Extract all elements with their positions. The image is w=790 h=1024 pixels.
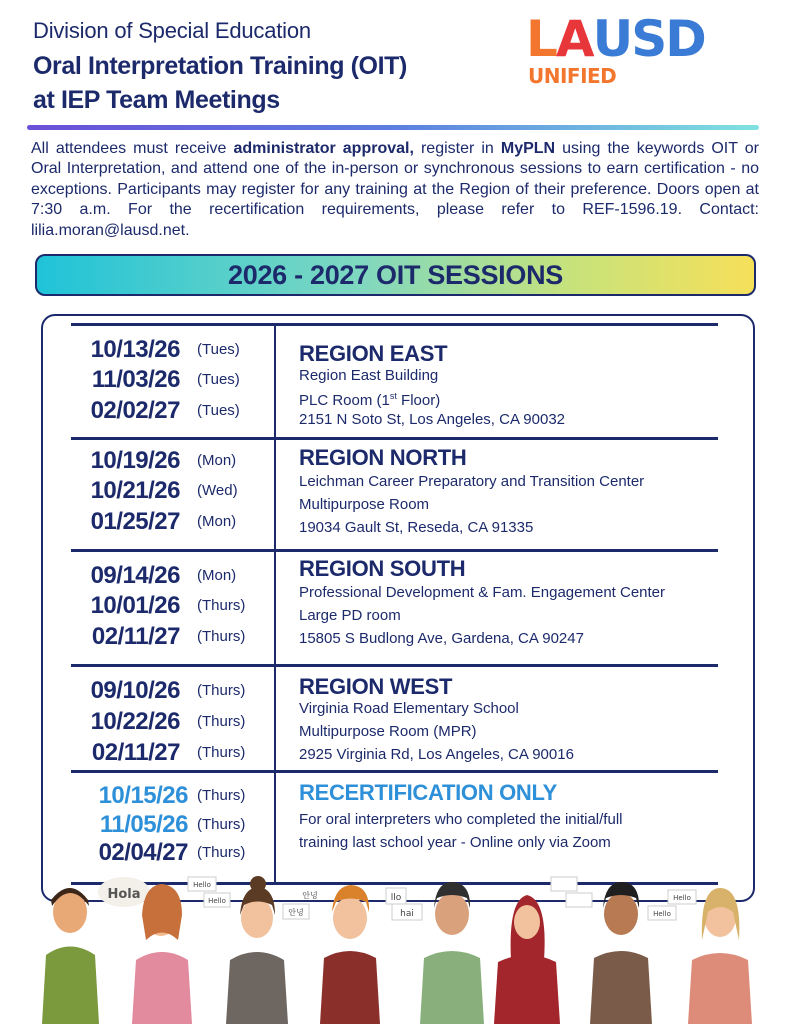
- logo-subtitle: UNIFIED: [528, 64, 617, 88]
- location-building: Virginia Road Elementary School: [299, 700, 519, 717]
- speech-bubble-icon: [551, 877, 592, 907]
- location-room: Multipurpose Room (MPR): [299, 723, 477, 740]
- location-building: Professional Development & Fam. Engagement Center: [299, 584, 666, 601]
- person-icon: [42, 888, 99, 1024]
- person-icon: [590, 882, 652, 1024]
- speech-bubble-icon: [392, 904, 422, 920]
- person-icon: [420, 882, 484, 1024]
- intro-bold-approval: administrator approval,: [233, 140, 414, 157]
- page-subtitle: at IEP Team Meetings: [33, 86, 280, 114]
- speech-bubble-icon: [188, 877, 216, 891]
- session-date: 02/02/27: [90, 397, 180, 424]
- person-icon: [494, 895, 560, 1024]
- session-date: 02/11/27: [91, 739, 180, 766]
- recert-description: For oral interpreters who completed the initial/full: [299, 811, 623, 828]
- bubble-text: hai: [400, 909, 414, 919]
- location-address: 2925 Virginia Rd, Los Angeles, CA 90016: [299, 746, 574, 763]
- session-day: (Thurs): [197, 682, 246, 699]
- person-icon: [320, 885, 380, 1024]
- division-label: Division of Special Education: [33, 18, 311, 43]
- session-day: (Thurs): [197, 597, 246, 614]
- table-rule: [71, 323, 718, 326]
- table-rule: [71, 664, 718, 667]
- session-date: 10/15/26: [98, 782, 188, 809]
- session-date: 10/22/26: [90, 708, 180, 735]
- session-day: (Thurs): [197, 844, 246, 861]
- recert-description: training last school year - Online only via Zoom: [299, 834, 611, 851]
- speech-bubble-icon: [98, 877, 150, 907]
- location-room: Multipurpose Room: [299, 496, 430, 513]
- bubble-text: Hello: [673, 894, 691, 902]
- session-day: (Wed): [197, 482, 238, 499]
- bubble-text: 안녕: [288, 908, 304, 917]
- region-name: REGION EAST: [299, 341, 448, 366]
- session-day: (Thurs): [197, 816, 246, 833]
- session-date: 09/10/26: [90, 677, 180, 704]
- session-date: 09/14/26: [90, 562, 180, 589]
- session-day: (Mon): [197, 567, 237, 584]
- intro-paragraph: [31, 139, 759, 241]
- location-building: Leichman Career Preparatory and Transition Center: [299, 473, 645, 490]
- session-day: (Thurs): [197, 628, 246, 645]
- intro-bold-mypln: MyPLN: [500, 140, 556, 157]
- header-divider: [27, 125, 759, 130]
- table-rule: [71, 770, 718, 773]
- intro-text: using the keywords OIT or Oral Interpretation, and attend one of the in-person or synchronous sessions to earn certification - no exceptions. Participants may register for any training at the Region of their preference. Doors open at 7:30 a.m. For the recertification requirements, please refer to REF-1596.19. Contact: lilia.moran@lausd.net.: [31, 140, 760, 239]
- location-address: 15805 S Budlong Ave, Gardena, CA 90247: [299, 630, 584, 647]
- region-name: REGION NORTH: [299, 445, 467, 470]
- region-name: REGION WEST: [299, 674, 453, 699]
- session-day: (Tues): [197, 371, 240, 388]
- person-icon: [688, 888, 752, 1024]
- region-name: RECERTIFICATION ONLY: [299, 780, 558, 805]
- lausd-logo: [526, 12, 766, 92]
- logo-letter: U: [592, 10, 632, 68]
- interpreters-illustration: [0, 870, 790, 1024]
- sessions-banner: 2026 - 2027 OIT SESSIONS: [35, 254, 756, 296]
- session-date: 10/21/26: [90, 477, 180, 504]
- bubble-text: Hello: [653, 910, 671, 918]
- region-name: REGION SOUTH: [299, 556, 466, 581]
- session-day: (Tues): [197, 341, 240, 358]
- table-rule: [71, 437, 718, 440]
- table-column-divider: [274, 325, 276, 885]
- location-room: Large PD room: [299, 607, 401, 624]
- location-address: 19034 Gault St, Reseda, CA 91335: [299, 519, 534, 536]
- session-date: 11/03/26: [91, 366, 180, 393]
- bubble-text: Hola: [107, 887, 141, 902]
- logo-letter: L: [526, 10, 556, 68]
- speech-bubble-icon: [283, 904, 309, 919]
- logo-letter: S: [631, 10, 666, 68]
- location-building: Region East Building: [299, 367, 439, 384]
- session-day: (Tues): [197, 402, 240, 419]
- person-icon: [132, 884, 192, 1024]
- session-date: 02/11/27: [91, 623, 180, 650]
- bubble-text: Hello: [193, 881, 211, 889]
- location-room: [299, 386, 440, 411]
- bubble-text: 안녕: [302, 891, 318, 900]
- bubble-text: llo: [390, 893, 402, 903]
- session-day: (Mon): [197, 513, 237, 530]
- intro-text: All attendees must receive: [31, 140, 234, 157]
- intro-text: register in: [413, 140, 501, 157]
- session-day: (Mon): [197, 452, 237, 469]
- session-date: 10/13/26: [90, 336, 180, 363]
- person-icon: [226, 876, 288, 1024]
- speech-bubble-icon: [204, 893, 230, 907]
- speech-bubble-icon: [648, 906, 676, 920]
- bubble-text: Hello: [208, 897, 226, 905]
- speech-bubble-icon: [668, 890, 696, 904]
- session-date: 02/04/27: [98, 839, 188, 866]
- session-date: 11/05/26: [99, 811, 188, 838]
- page-title: Oral Interpretation Training (OIT): [33, 52, 407, 80]
- session-date: 10/01/26: [90, 592, 180, 619]
- session-date: 01/25/27: [90, 508, 180, 535]
- speech-bubble-icon: [302, 890, 317, 900]
- logo-wordmark: [526, 12, 705, 66]
- table-rule: [71, 549, 718, 552]
- session-day: (Thurs): [197, 787, 246, 804]
- logo-letter: A: [555, 10, 593, 68]
- session-day: (Thurs): [197, 713, 246, 730]
- location-address: 2151 N Soto St, Los Angeles, CA 90032: [299, 411, 566, 428]
- session-day: (Thurs): [197, 744, 246, 761]
- session-date: 10/19/26: [90, 447, 180, 474]
- speech-bubble-icon: [386, 888, 406, 904]
- location-room-text: PLC Room (1st Floor): [299, 391, 441, 409]
- logo-letter: D: [665, 10, 705, 68]
